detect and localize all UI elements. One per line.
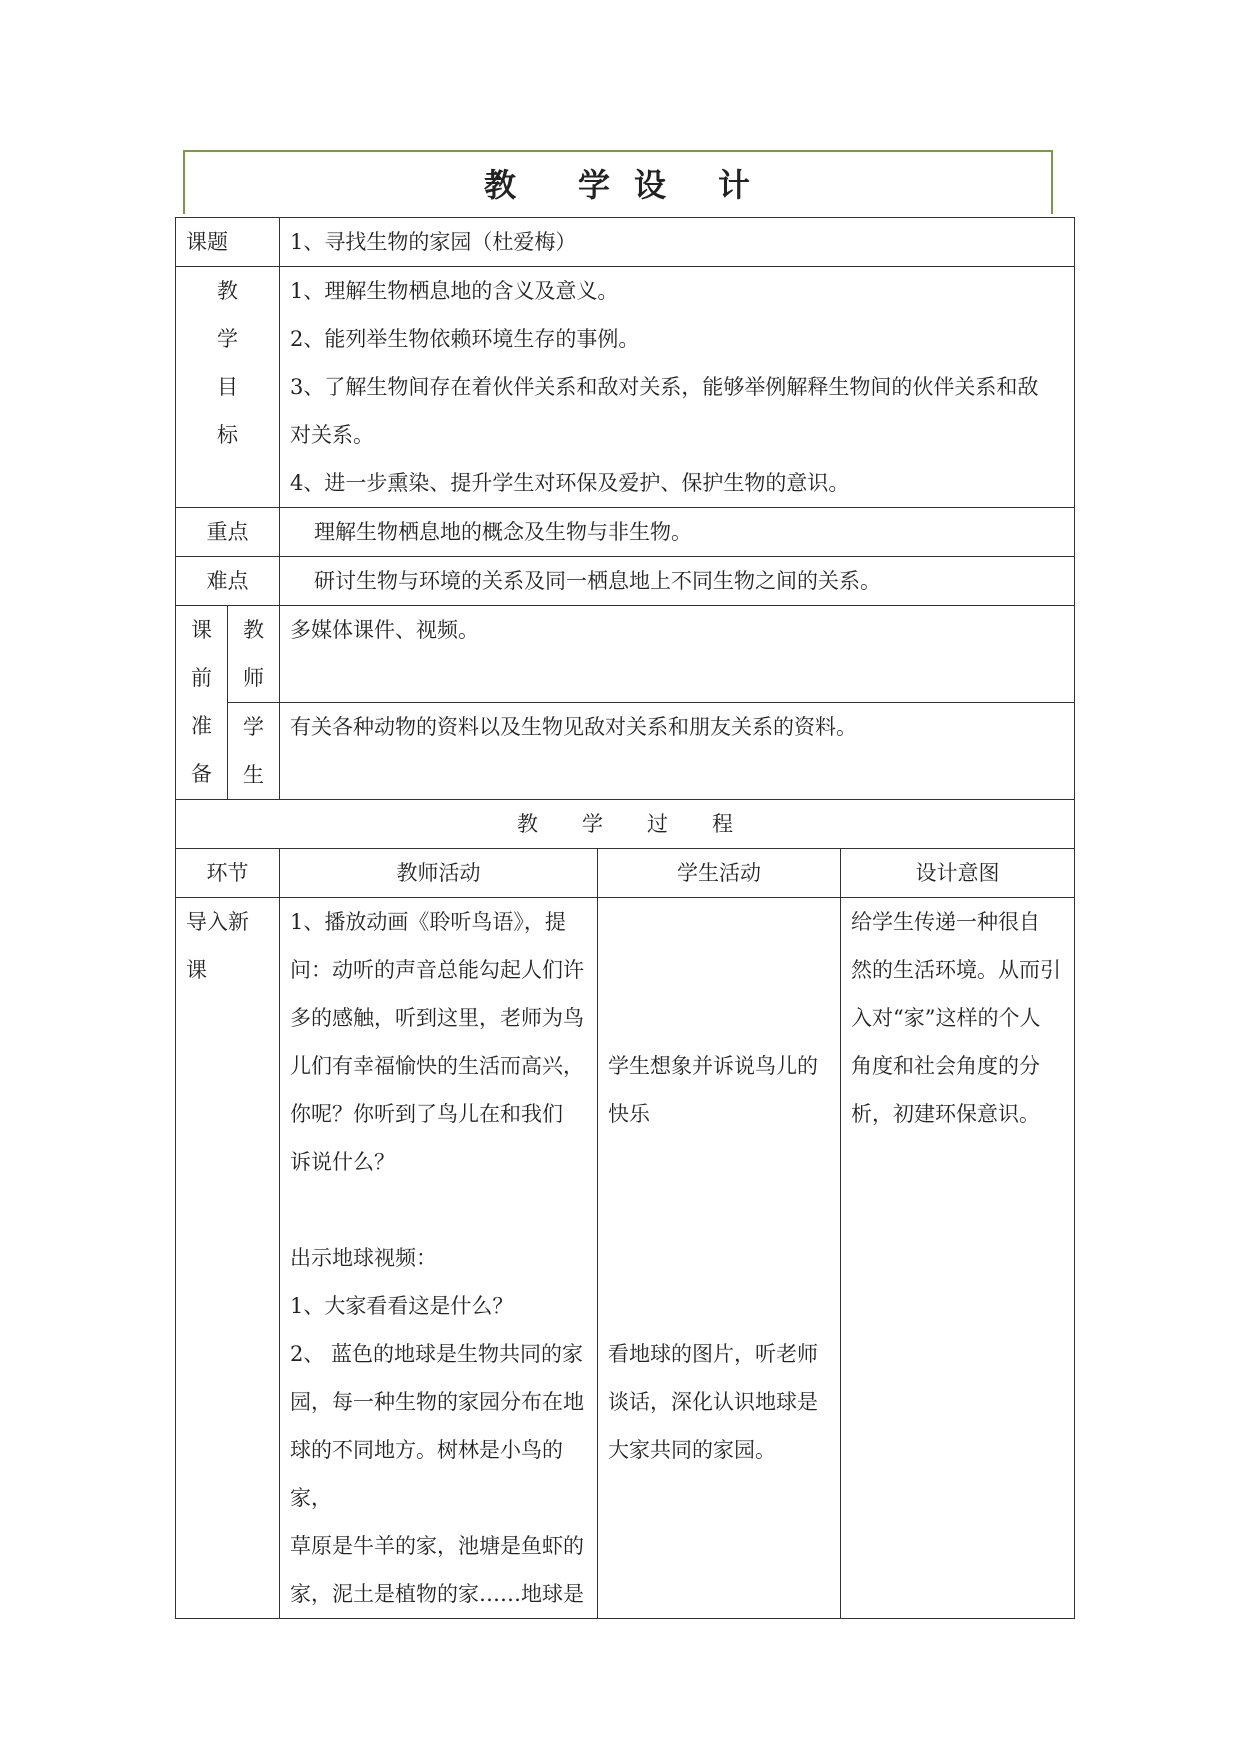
blank-line (608, 1186, 830, 1234)
stage-cell (176, 898, 280, 1619)
objective-line: 2、能列举生物依赖环境生存的事例。 (290, 327, 640, 351)
objective-line: 对关系。 (290, 423, 374, 447)
process-title-char: 教 (517, 812, 538, 836)
header-teacher-activity: 教师活动 (280, 849, 598, 898)
key-point-value: 理解生物栖息地的概念及生物与非生物。 (280, 508, 1075, 557)
prep-teacher-char: 教 (243, 618, 264, 642)
teacher-line: 多的感触，听到这里，老师为鸟 (290, 1006, 584, 1030)
prep-student-char: 学 (243, 715, 264, 739)
prep-teacher-char: 师 (243, 666, 264, 690)
header-stage: 环节 (176, 849, 280, 898)
student-line: 快乐 (608, 1102, 650, 1126)
design-intent-cell (841, 898, 1075, 1619)
intent-line: 入对“家”这样的个人 (851, 1006, 1041, 1030)
teacher-line: 你呢？你听到了鸟儿在和我们 (290, 1102, 563, 1126)
objectives-label (176, 267, 280, 508)
blank-line (608, 898, 830, 946)
student-activity-cell (598, 898, 841, 1619)
objectives-label-char: 学 (217, 327, 238, 351)
process-title-char: 过 (647, 812, 668, 836)
student-line: 大家共同的家园。 (608, 1438, 776, 1462)
difficulty-label: 难点 (176, 557, 280, 606)
topic-value: 1、寻找生物的家园（杜爱梅） (280, 218, 1075, 267)
process-title (176, 800, 1075, 849)
process-header-row (176, 849, 1075, 898)
process-title-char: 学 (582, 812, 603, 836)
title-char: 设 (634, 166, 669, 204)
teacher-line: 诉说什么？ (290, 1150, 395, 1174)
blank-line (608, 1234, 830, 1282)
topic-label: 课题 (176, 218, 280, 267)
preparation-label (176, 606, 228, 800)
objective-line: 3、了解生物间存在着伙伴关系和敌对关系，能够举例解释生物间的伙伴关系和敌 (290, 375, 1039, 399)
objectives-label-char: 目 (217, 375, 238, 399)
teacher-line: 儿们有幸福愉快的生活而高兴， (290, 1054, 584, 1078)
teacher-line: 问：动听的声音总能勾起人们许 (290, 958, 584, 982)
key-point-label: 重点 (176, 508, 280, 557)
prep-teacher-row (176, 606, 1075, 703)
lesson-plan-table (175, 217, 1075, 1619)
prep-student-value: 有关各种动物的资料以及生物见敌对关系和朋友关系的资料。 (280, 703, 1075, 800)
teacher-line: 家，泥土是植物的家……地球是 (290, 1582, 584, 1606)
prep-teacher-label (228, 606, 280, 703)
prep-student-char: 生 (243, 763, 264, 787)
title-char: 学 (577, 166, 612, 204)
document-title-box (183, 150, 1053, 214)
blank-line (608, 1282, 830, 1330)
blank-line (608, 946, 830, 994)
student-line: 学生想象并诉说鸟儿的 (608, 1054, 818, 1078)
preparation-label-char: 课 (191, 618, 212, 642)
process-title-char: 程 (712, 812, 733, 836)
intent-line: 析，初建环保意识。 (851, 1102, 1040, 1126)
difficulty-value: 研讨生物与环境的关系及同一栖息地上不同生物之间的关系。 (280, 557, 1075, 606)
student-line: 看地球的图片，听老师 (608, 1342, 818, 1366)
blank-line (608, 1138, 830, 1186)
teacher-line: 球的不同地方。树林是小鸟的家， (290, 1438, 563, 1510)
topic-row (176, 218, 1075, 267)
objective-line: 4、进一步熏染、提升学生对环保及爱护、保护生物的意识。 (290, 471, 850, 495)
objectives-content (280, 267, 1075, 508)
title-char: 计 (718, 166, 753, 204)
header-design-intent: 设计意图 (841, 849, 1075, 898)
teacher-line: 园，每一种生物的家园分布在地 (290, 1390, 584, 1414)
student-line: 谈话，深化认识地球是 (608, 1390, 818, 1414)
preparation-label-char: 准 (191, 714, 212, 738)
intent-line: 给学生传递一种很自 (851, 910, 1040, 934)
prep-student-row (176, 703, 1075, 800)
stage-line: 导入新 (186, 910, 249, 934)
process-title-row (176, 800, 1075, 849)
difficulty-row (176, 557, 1075, 606)
teacher-activity-cell (280, 898, 598, 1619)
objective-line: 1、理解生物栖息地的含义及意义。 (290, 279, 619, 303)
intent-line: 然的生活环境。从而引 (851, 958, 1061, 982)
teacher-line: 出示地球视频： (290, 1246, 437, 1270)
process-row (176, 898, 1075, 1619)
preparation-label-char: 前 (191, 666, 212, 690)
header-student-activity: 学生活动 (598, 849, 841, 898)
title-char: 教 (483, 166, 518, 204)
teacher-line: 1、播放动画《聆听鸟语》，提 (290, 910, 566, 934)
teacher-line: 草原是牛羊的家，池塘是鱼虾的 (290, 1534, 584, 1558)
preparation-label-char: 备 (191, 762, 212, 786)
objectives-row (176, 267, 1075, 508)
objectives-label-char: 教 (217, 279, 238, 303)
key-point-row (176, 508, 1075, 557)
blank-line (608, 994, 830, 1042)
prep-teacher-value: 多媒体课件、视频。 (280, 606, 1075, 703)
prep-student-label (228, 703, 280, 800)
objectives-label-char: 标 (217, 423, 238, 447)
blank-line (290, 1186, 587, 1234)
teacher-line: 1、大家看看这是什么？ (290, 1294, 514, 1318)
stage-line: 课 (186, 958, 207, 982)
teacher-line: 2、 蓝色的地球是生物共同的家 (290, 1342, 584, 1366)
intent-line: 角度和社会角度的分 (851, 1054, 1040, 1078)
document-title (484, 160, 752, 206)
